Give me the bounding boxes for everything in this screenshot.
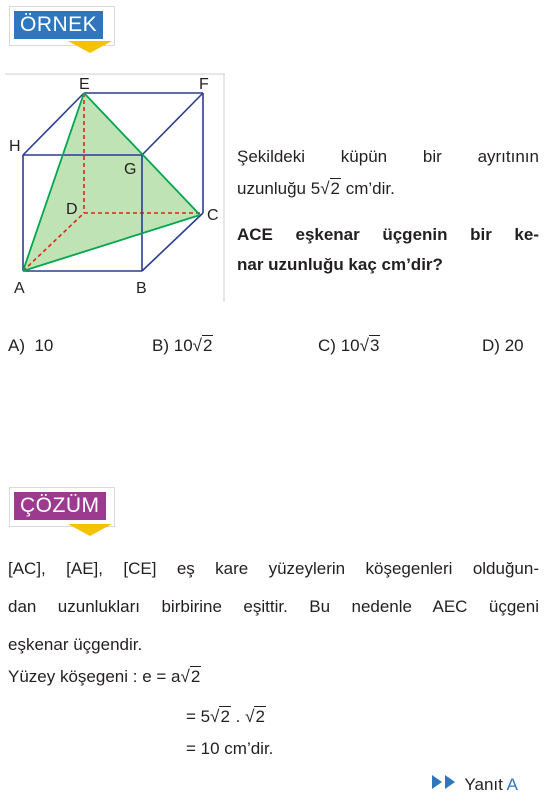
ornek-badge	[9, 6, 115, 46]
choice-b-coef: 10	[173, 336, 193, 355]
choice-b-label: B)	[152, 336, 169, 355]
cozum-badge	[9, 487, 115, 527]
vertex-label-e: E	[79, 76, 90, 93]
cozum-label: ÇÖZÜM	[14, 492, 106, 520]
solution-line-4-prefix: Yüzey köşegeni : e = a	[8, 667, 181, 686]
solution-line-5-radicand-2: 2	[255, 707, 265, 726]
solution-line-5-prefix: = 5	[186, 707, 211, 726]
sqrt-symbol: √2	[192, 336, 213, 355]
answer-letter: A	[506, 775, 518, 794]
choice-c-coef: 10	[340, 336, 360, 355]
solution-line-1: [AC], [AE], [CE] eş kare yüzeylerin köşegenleri olduğun-	[8, 559, 539, 578]
sqrt-symbol: √2	[180, 667, 201, 686]
triangle-ace-fill	[23, 93, 200, 271]
vertex-label-d: D	[66, 201, 78, 218]
choice-d-label: D)	[482, 336, 500, 355]
choice-a[interactable]	[8, 336, 53, 356]
ornek-label: ÖRNEK	[14, 11, 103, 39]
choice-c[interactable]	[318, 336, 380, 356]
question-line-4: nar uzunluğu kaç cm’dir?	[237, 255, 443, 274]
solution-line-6: = 10 cm’dir.	[186, 739, 274, 758]
cube-figure	[5, 70, 225, 302]
choice-c-label: C)	[318, 336, 336, 355]
sqrt-symbol: √2	[245, 707, 265, 726]
sqrt-symbol: √2	[210, 707, 230, 726]
solution-line-5-radicand-1: 2	[220, 707, 230, 726]
sqrt-symbol: √2	[320, 179, 340, 198]
vertex-label-f: F	[199, 76, 209, 93]
badge-triangle-decoration	[68, 41, 112, 53]
question-line-2-prefix: uzunluğu 5	[237, 179, 321, 198]
answer-label: Yanıt	[464, 775, 503, 794]
choice-c-radicand: 3	[369, 336, 380, 355]
edge-gf	[142, 93, 203, 155]
solution-line-4	[8, 666, 201, 688]
question-radicand: 2	[330, 179, 340, 198]
vertex-label-b: B	[136, 280, 147, 297]
solution-line-4-radicand: 2	[190, 667, 201, 686]
solution-line-3: eşkenar üçgendir.	[8, 635, 143, 654]
vertex-label-a: A	[14, 280, 25, 297]
choice-d[interactable]	[482, 336, 524, 356]
choice-b-radicand: 2	[203, 336, 213, 355]
question-line-3: ACE eşkenar üçgenin bir ke-	[237, 225, 539, 244]
double-arrow-icon	[430, 773, 460, 798]
question-line-2-suffix: cm’dir.	[341, 179, 395, 198]
sqrt-symbol: √3	[359, 336, 380, 355]
vertex-label-g: G	[124, 161, 137, 178]
vertex-label-c: C	[207, 207, 219, 224]
badge-triangle-decoration	[68, 524, 112, 536]
cube-diagram-svg	[5, 70, 225, 302]
choice-b[interactable]	[152, 336, 213, 356]
choice-a-value: 10	[34, 336, 54, 355]
solution-line-5	[186, 706, 266, 728]
choice-d-value: 20	[504, 336, 524, 355]
answer	[430, 773, 518, 798]
question-line-1: Şekildeki küpün bir ayrıtının	[237, 147, 539, 166]
solution-line-5-mid: .	[230, 707, 246, 726]
question-line-2	[237, 178, 395, 200]
choice-a-label: A)	[8, 336, 25, 355]
solution-line-2: dan uzunlukları birbirine eşittir. Bu nedenle AEC üçgeni	[8, 597, 539, 616]
vertex-label-h: H	[9, 138, 21, 155]
